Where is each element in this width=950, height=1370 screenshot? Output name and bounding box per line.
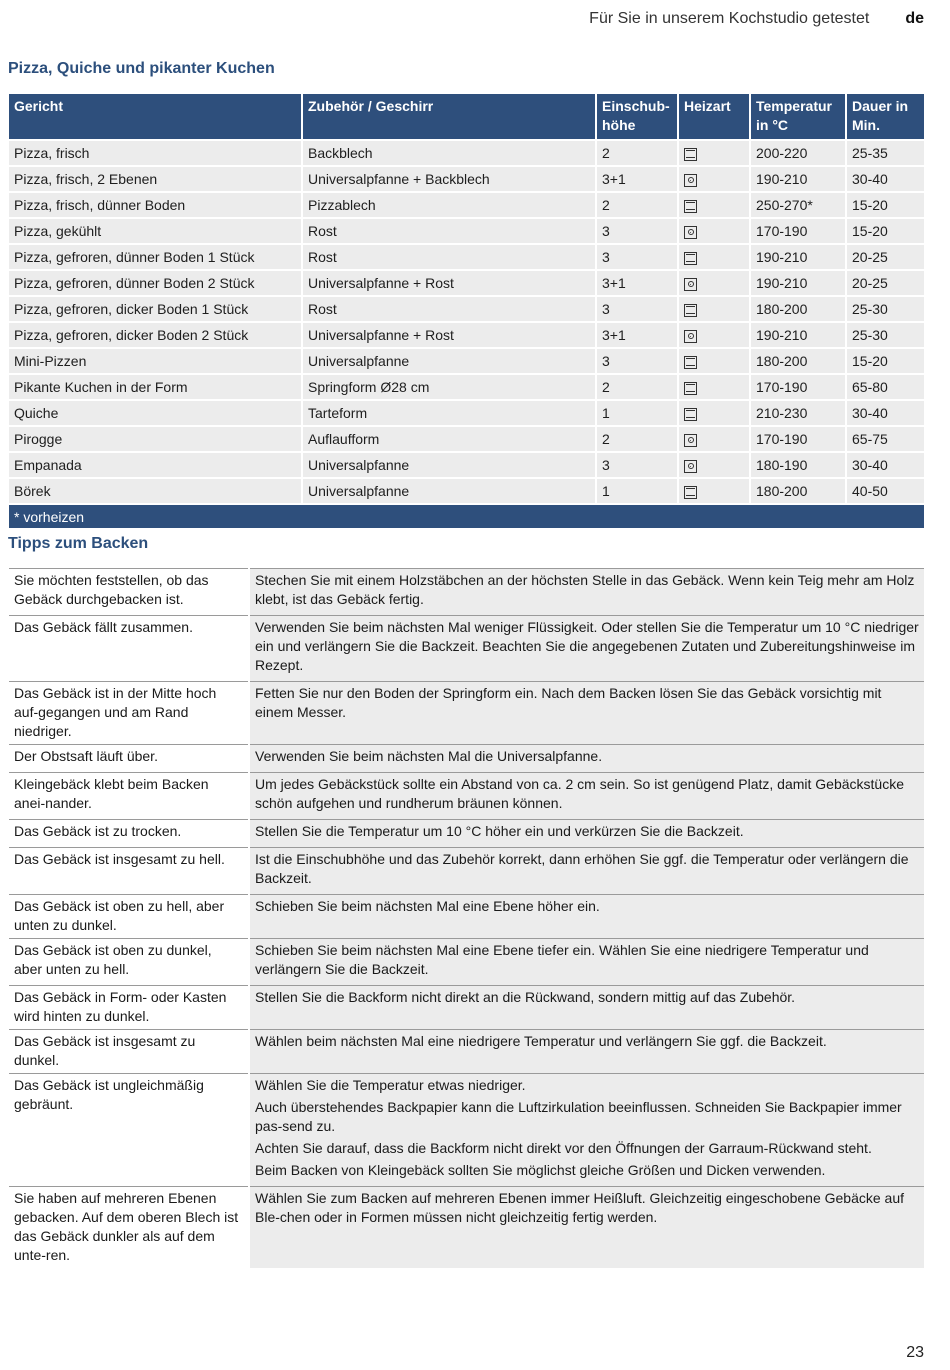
page-header <box>589 8 924 30</box>
dish-cell: Pizza, frisch, dünner Boden <box>9 192 302 218</box>
tip-problem: Sie haben auf mehreren Ebenen gebacken. Auf dem oberen Blech ist das Gebäck dunkler als auf dem unte-ren. <box>9 1187 249 1269</box>
tips-table <box>9 568 924 1268</box>
tip-row <box>9 986 924 1030</box>
duration-cell: 25-30 <box>846 322 924 348</box>
fan-heat-icon <box>684 330 697 343</box>
table-row <box>9 296 924 322</box>
tip-solution-text: Wählen Sie zum Backen auf mehreren Ebenen immer Heißluft. Gleichzeitig eingeschobene Gebäcke auf Ble-chen oder in Formen müssen nicht gleichzeitig fertig werden. <box>255 1190 905 1225</box>
top-bottom-heat-icon <box>684 408 697 421</box>
tip-solution-text: Stechen Sie mit einem Holzstäbchen an der höchsten Stelle in das Gebäck. Wenn kein Teig mehr am Holz klebt, ist das Gebäck fertig. <box>255 572 915 607</box>
header-title: Für Sie in unserem Kochstudio getestet <box>589 10 870 27</box>
tip-solution-text: Schieben Sie beim nächsten Mal eine Ebene tiefer ein. Wählen Sie eine niedrigere Temperatur und verlängern Sie die Backzeit. <box>255 942 869 977</box>
level-cell: 3 <box>596 218 678 244</box>
heat-cell <box>678 218 750 244</box>
duration-cell: 20-25 <box>846 244 924 270</box>
heat-cell <box>678 374 750 400</box>
duration-cell: 40-50 <box>846 478 924 504</box>
duration-cell: 30-40 <box>846 452 924 478</box>
heat-cell <box>678 400 750 426</box>
tip-problem: Das Gebäck fällt zusammen. <box>9 616 249 682</box>
tip-problem: Kleingebäck klebt beim Backen anei-nander. <box>9 773 249 820</box>
temperature-cell: 180-200 <box>750 478 846 504</box>
tip-problem: Der Obstsaft läuft über. <box>9 745 249 773</box>
footnote: * vorheizen <box>9 504 924 528</box>
tip-row <box>9 1074 924 1187</box>
heat-cell <box>678 452 750 478</box>
dish-cell: Pizza, gefroren, dicker Boden 2 Stück <box>9 322 302 348</box>
tip-problem: Das Gebäck ist oben zu hell, aber unten zu dunkel. <box>9 895 249 939</box>
temperature-cell: 180-190 <box>750 452 846 478</box>
table-row <box>9 244 924 270</box>
tip-solution <box>249 820 924 848</box>
dish-cell: Pizza, gefroren, dünner Boden 1 Stück <box>9 244 302 270</box>
tip-solution-text: Fetten Sie nur den Boden der Springform ein. Nach dem Backen lösen Sie das Gebäck vorsichtig mit einem Messer. <box>255 685 882 720</box>
tip-solution <box>249 773 924 820</box>
tip-solution-text: Ist die Einschubhöhe und das Zubehör korrekt, dann erhöhen Sie ggf. die Temperatur oder verlängern die Backzeit. <box>255 851 909 886</box>
tip-problem: Das Gebäck ist zu trocken. <box>9 820 249 848</box>
tip-row <box>9 773 924 820</box>
accessory-cell: Rost <box>302 244 596 270</box>
tip-solution <box>249 848 924 895</box>
temperature-cell: 250-270* <box>750 192 846 218</box>
level-cell: 3 <box>596 296 678 322</box>
duration-cell: 25-30 <box>846 296 924 322</box>
table-row <box>9 374 924 400</box>
fan-heat-icon <box>684 226 697 239</box>
tip-problem: Das Gebäck ist in der Mitte hoch auf-gegangen und am Rand niedriger. <box>9 682 249 745</box>
dish-cell: Pirogge <box>9 426 302 452</box>
fan-heat-icon <box>684 278 697 291</box>
tip-solution <box>249 986 924 1030</box>
top-bottom-heat-icon <box>684 252 697 265</box>
page-number: 23 <box>906 1344 924 1361</box>
accessory-cell: Universalpfanne + Backblech <box>302 166 596 192</box>
duration-cell: 30-40 <box>846 400 924 426</box>
dish-cell: Quiche <box>9 400 302 426</box>
temperature-cell: 190-210 <box>750 244 846 270</box>
tip-row <box>9 745 924 773</box>
table-row <box>9 192 924 218</box>
tip-row <box>9 848 924 895</box>
temperature-cell: 190-210 <box>750 270 846 296</box>
heat-cell <box>678 140 750 166</box>
accessory-cell: Rost <box>302 296 596 322</box>
heat-cell <box>678 426 750 452</box>
temperature-cell: 180-200 <box>750 296 846 322</box>
dish-cell: Börek <box>9 478 302 504</box>
top-bottom-heat-icon <box>684 200 697 213</box>
pizza-table <box>9 94 924 528</box>
table-row <box>9 452 924 478</box>
duration-cell: 20-25 <box>846 270 924 296</box>
dish-cell: Pizza, frisch, 2 Ebenen <box>9 166 302 192</box>
tips-section-title: Tipps zum Backen <box>8 535 149 552</box>
level-cell: 2 <box>596 140 678 166</box>
tip-solution <box>249 682 924 745</box>
accessory-cell: Pizzablech <box>302 192 596 218</box>
level-cell: 2 <box>596 192 678 218</box>
accessory-cell: Auflaufform <box>302 426 596 452</box>
tip-problem: Sie möchten feststellen, ob das Gebäck durchgebacken ist. <box>9 569 249 616</box>
tip-solution <box>249 1030 924 1074</box>
temperature-cell: 170-190 <box>750 374 846 400</box>
dish-cell: Pizza, gefroren, dicker Boden 1 Stück <box>9 296 302 322</box>
dish-cell: Empanada <box>9 452 302 478</box>
table-row <box>9 322 924 348</box>
tip-row <box>9 820 924 848</box>
tip-solution-text: Beim Backen von Kleingebäck sollten Sie möglichst gleiche Größen und Dicken verwenden. <box>255 1162 826 1178</box>
level-cell: 3+1 <box>596 166 678 192</box>
duration-cell: 25-35 <box>846 140 924 166</box>
temperature-cell: 180-200 <box>750 348 846 374</box>
tip-solution <box>249 616 924 682</box>
header-language: de <box>905 10 924 27</box>
table-footer <box>9 504 924 528</box>
level-cell: 3+1 <box>596 270 678 296</box>
accessory-cell: Universalpfanne <box>302 348 596 374</box>
level-cell: 1 <box>596 400 678 426</box>
accessory-cell: Springform Ø28 cm <box>302 374 596 400</box>
fan-heat-icon <box>684 434 697 447</box>
duration-cell: 65-80 <box>846 374 924 400</box>
tip-solution <box>249 1187 924 1269</box>
heat-cell <box>678 166 750 192</box>
temperature-cell: 200-220 <box>750 140 846 166</box>
top-bottom-heat-icon <box>684 148 697 161</box>
accessory-cell: Universalpfanne + Rost <box>302 322 596 348</box>
table-row <box>9 140 924 166</box>
table-row <box>9 218 924 244</box>
level-cell: 2 <box>596 374 678 400</box>
table-row <box>9 166 924 192</box>
top-bottom-heat-icon <box>684 304 697 317</box>
tip-solution <box>249 745 924 773</box>
tip-solution-text: Verwenden Sie beim nächsten Mal die Universalpfanne. <box>255 748 603 764</box>
tip-solution-text: Wählen Sie die Temperatur etwas niedriger. <box>255 1077 526 1093</box>
temperature-cell: 190-210 <box>750 166 846 192</box>
table-row <box>9 426 924 452</box>
column-header: Heizart <box>678 94 750 140</box>
column-header: Gericht <box>9 94 302 140</box>
top-bottom-heat-icon <box>684 356 697 369</box>
dish-cell: Pikante Kuchen in der Form <box>9 374 302 400</box>
top-bottom-heat-icon <box>684 382 697 395</box>
tip-solution <box>249 939 924 986</box>
accessory-cell: Backblech <box>302 140 596 166</box>
tip-solution-text: Um jedes Gebäckstück sollte ein Abstand von ca. 2 cm sein. So ist genügend Platz, damit Gebäckstücke schön aufgehen und rundherum bräunen können. <box>255 776 905 811</box>
fan-heat-icon <box>684 174 697 187</box>
duration-cell: 15-20 <box>846 192 924 218</box>
column-header: Einschub- höhe <box>596 94 678 140</box>
tip-solution <box>249 569 924 616</box>
dish-cell: Pizza, gefroren, dünner Boden 2 Stück <box>9 270 302 296</box>
temperature-cell: 170-190 <box>750 426 846 452</box>
column-header: Temperatur in °C <box>750 94 846 140</box>
tip-solution-text: Schieben Sie beim nächsten Mal eine Ebene höher ein. <box>255 898 600 914</box>
heat-cell <box>678 270 750 296</box>
fan-heat-icon <box>684 460 697 473</box>
tip-row <box>9 682 924 745</box>
tip-solution-text: Verwenden Sie beim nächsten Mal weniger Flüssigkeit. Oder stellen Sie die Temperatur um 10 °C niedriger ein und verlängern Sie die Backzeit. Beachten Sie die angegebenen Zutaten und Zubereitungshinweise im Rezept. <box>255 619 919 673</box>
temperature-cell: 190-210 <box>750 322 846 348</box>
tip-problem: Das Gebäck ist insgesamt zu dunkel. <box>9 1030 249 1074</box>
tip-problem: Das Gebäck ist insgesamt zu hell. <box>9 848 249 895</box>
tip-row <box>9 895 924 939</box>
duration-cell: 15-20 <box>846 218 924 244</box>
tip-row <box>9 616 924 682</box>
pizza-section-title: Pizza, Quiche und pikanter Kuchen <box>8 60 275 77</box>
tip-solution-text: Achten Sie darauf, dass die Backform nicht direkt vor den Öffnungen der Garraum-Rückwand steht. <box>255 1140 872 1156</box>
heat-cell <box>678 192 750 218</box>
tip-row <box>9 939 924 986</box>
tip-solution-text: Stellen Sie die Backform nicht direkt an die Rückwand, sondern mittig auf das Zubehör. <box>255 989 796 1005</box>
tip-solution-text: Stellen Sie die Temperatur um 10 °C höher ein und verkürzen Sie die Backzeit. <box>255 823 744 839</box>
tip-solution <box>249 1074 924 1187</box>
tip-problem: Das Gebäck ist ungleichmäßig gebräunt. <box>9 1074 249 1187</box>
column-header: Zubehör / Geschirr <box>302 94 596 140</box>
duration-cell: 30-40 <box>846 166 924 192</box>
table-row <box>9 348 924 374</box>
level-cell: 3 <box>596 244 678 270</box>
dish-cell: Pizza, frisch <box>9 140 302 166</box>
level-cell: 3+1 <box>596 322 678 348</box>
tip-row <box>9 569 924 616</box>
top-bottom-heat-icon <box>684 486 697 499</box>
column-header: Dauer in Min. <box>846 94 924 140</box>
accessory-cell: Rost <box>302 218 596 244</box>
level-cell: 3 <box>596 348 678 374</box>
tip-row <box>9 1187 924 1269</box>
level-cell: 1 <box>596 478 678 504</box>
dish-cell: Mini-Pizzen <box>9 348 302 374</box>
tip-solution <box>249 895 924 939</box>
tip-solution-text: Wählen beim nächsten Mal eine niedrigere Temperatur und verlängern Sie ggf. die Backzeit. <box>255 1033 827 1049</box>
level-cell: 2 <box>596 426 678 452</box>
table-row <box>9 400 924 426</box>
level-cell: 3 <box>596 452 678 478</box>
temperature-cell: 170-190 <box>750 218 846 244</box>
heat-cell <box>678 322 750 348</box>
heat-cell <box>678 296 750 322</box>
tip-problem: Das Gebäck ist oben zu dunkel, aber unten zu hell. <box>9 939 249 986</box>
accessory-cell: Universalpfanne <box>302 452 596 478</box>
accessory-cell: Universalpfanne <box>302 478 596 504</box>
accessory-cell: Universalpfanne + Rost <box>302 270 596 296</box>
duration-cell: 15-20 <box>846 348 924 374</box>
heat-cell <box>678 244 750 270</box>
heat-cell <box>678 348 750 374</box>
tip-solution-text: Auch überstehendes Backpapier kann die Luftzirkulation beeinflussen. Schneiden Sie Backpapier immer pas-send zu. <box>255 1099 902 1134</box>
duration-cell: 65-75 <box>846 426 924 452</box>
tip-row <box>9 1030 924 1074</box>
table-row <box>9 270 924 296</box>
table-row <box>9 478 924 504</box>
accessory-cell: Tarteform <box>302 400 596 426</box>
pizza-table-header <box>9 94 924 140</box>
heat-cell <box>678 478 750 504</box>
dish-cell: Pizza, gekühlt <box>9 218 302 244</box>
temperature-cell: 210-230 <box>750 400 846 426</box>
tip-problem: Das Gebäck in Form- oder Kasten wird hinten zu dunkel. <box>9 986 249 1030</box>
